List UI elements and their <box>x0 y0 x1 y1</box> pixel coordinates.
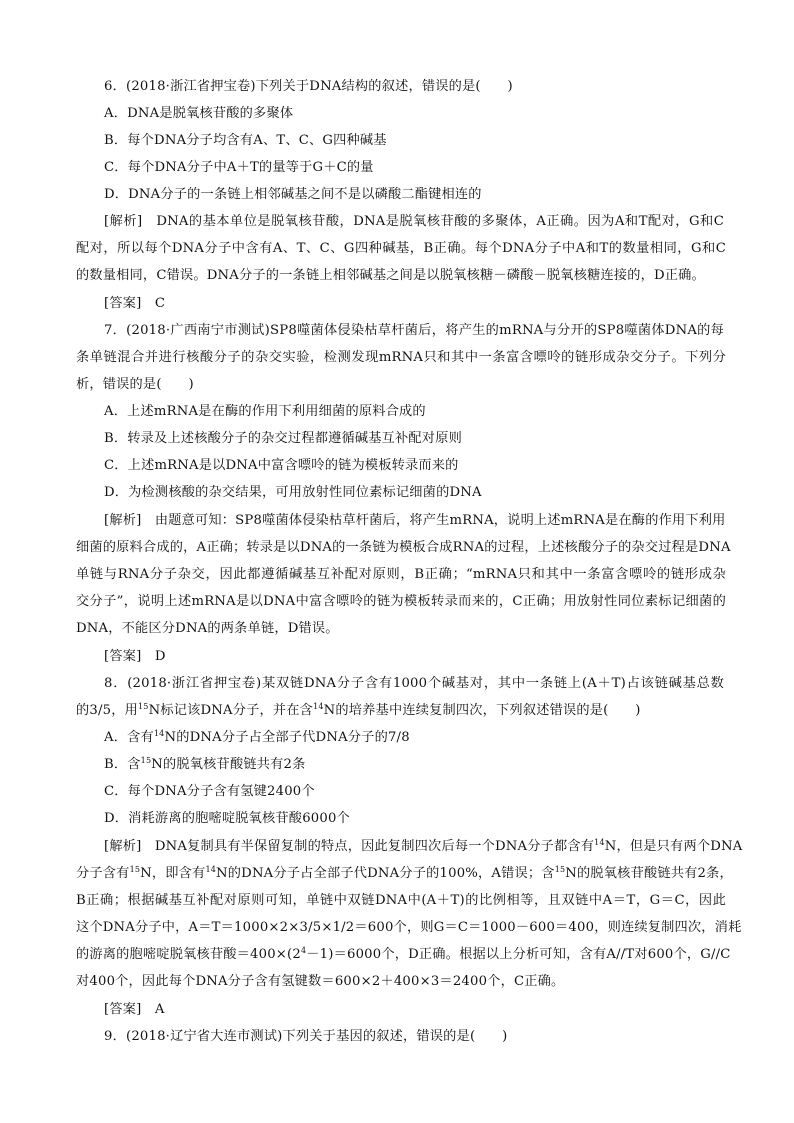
q7-analysis-line: [解析] 由题意可知：SP8噬菌体侵染枯草杆菌后，将产生mRNA，说明上述mRNA是在酶的作用下利用 <box>104 513 726 528</box>
q8-analysis-line: [解析] DNA复制具有半保留复制的特点，因此复制四次后每一个DNA分子都含有$^{14}$N，但是只有两个DNA <box>104 838 743 854</box>
q7-analysis-line: DNA，不能区分DNA的两条单链，D错误。 <box>76 621 339 636</box>
q6-option-b: B．每个DNA分子均含有A、T、C、G四种碱基 <box>104 133 387 148</box>
q7-answer: [答案] D <box>104 649 166 664</box>
q8-analysis-line: 这个DNA分子中，A＝T＝1000×2×3/5×1/2＝600个，则G＝C＝1000－600＝400，则连续复制四次，消耗 <box>76 920 742 935</box>
q8-stem-line: 8．(2018·浙江省押宝卷)某双链DNA分子含有1000个碱基对，其中一条链上(A＋T)占该链碱基总数 <box>104 676 724 691</box>
q7-option-a: A．上述mRNA是在酶的作用下利用细菌的原料合成的 <box>104 404 426 419</box>
q7-stem-line: 条单链混合并进行核酸分子的杂交实验，检测发现mRNA只和其中一条富含嘌呤的链形成杂交分子。下列分 <box>76 350 726 365</box>
isotope-superscript: 15 <box>138 702 149 711</box>
q8-analysis-line: 对400个，因此每个DNA分子含有氢键数＝600×2＋400×3＝2400个，C正确。 <box>76 974 565 989</box>
q8-stem-line: 的3/5，用$^{15}$N标记该DNA分子，并在含$^{14}$N的培养基中连续复制四次，下列叙述错误的是( ) <box>76 702 641 718</box>
q8-analysis-line: 的游离的胞嘧啶脱氧核苷酸$=400\times(2^4-1)=6000$个，D正确。根据以上分析可知，含有A//T对600个，G//C <box>76 946 731 962</box>
q8-answer: [答案] A <box>104 1002 165 1017</box>
q8-option-a: A．含有$^{14}$N的DNA分子占全部子代DNA分子的7/8 <box>104 729 410 745</box>
q8-analysis-line: B正确；根据碱基互补配对原则可知，单链中双链DNA中(A＋T)的比例相等，且双链中A＝T，G＝C，因此 <box>76 893 726 908</box>
q6-option-d: D．DNA分子的一条链上相邻碱基之间不是以磷酸二酯键相连的 <box>104 187 482 202</box>
q6-stem: 6．(2018·浙江省押宝卷)下列关于DNA结构的叙述，错误的是( ) <box>104 79 513 94</box>
isotope-superscript: 14 <box>313 702 324 711</box>
q7-option-d: D．为检测核酸的杂交结果，可用放射性同位素标记细菌的DNA <box>104 485 482 500</box>
q7-analysis-line: 交分子”，说明上述mRNA是以DNA中富含嘌呤的链为模板转录而来的，C正确；用放射性同位素标记细菌的 <box>76 594 726 609</box>
q6-analysis-line: 的数量相同，C错误。DNA分子的一条链上相邻碱基之间是以脱氧核糖－磷酸－脱氧核糖连接的，D正确。 <box>76 268 705 283</box>
q6-analysis-line: 配对，所以每个DNA分子中含有A、T、C、G四种碱基，B正确。每个DNA分子中A和T的数量相同，G和C <box>76 241 726 256</box>
q8-option-c: C．每个DNA分子含有氢键2400个 <box>104 784 315 799</box>
q8-option-b: B．含$^{15}$N的脱氧核苷酸链共有2条 <box>104 756 306 772</box>
q7-analysis-line: 单链与RNA分子杂交，因此都遵循碱基互补配对原则，B正确；“mRNA只和其中一条富含嘌呤的链形成杂 <box>76 567 726 582</box>
q7-option-c: C．上述mRNA是以DNA中富含嘌呤的链为模板转录而来的 <box>104 458 459 473</box>
q7-stem-line: 析，错误的是( ) <box>76 377 194 392</box>
q6-analysis-line: [解析] DNA的基本单位是脱氧核苷酸，DNA是脱氧核苷酸的多聚体，A正确。因为A和T配对，G和C <box>104 214 724 229</box>
q7-stem-line: 7．(2018·广西南宁市测试)SP8噬菌体侵染枯草杆菌后，将产生的mRNA与分开的SP8噬菌体DNA的每 <box>104 323 724 338</box>
q6-option-a: A．DNA是脱氧核苷酸的多聚体 <box>104 106 294 121</box>
q6-answer: [答案] C <box>104 296 166 311</box>
q9-stem: 9．(2018·辽宁省大连市测试)下列关于基因的叙述，错误的是( ) <box>104 1029 508 1044</box>
q6-option-c: C．每个DNA分子中A＋T的量等于G＋C的量 <box>104 160 374 175</box>
q8-option-d: D．消耗游离的胞嘧啶脱氧核苷酸6000个 <box>104 811 350 826</box>
q7-option-b: B．转录及上述核酸分子的杂交过程都遵循碱基互补配对原则 <box>104 431 462 446</box>
q8-analysis-line: 分子含有$^{15}$N，即含有$^{14}$N的DNA分子占全部子代DNA分子的100%，A错误；含$^{15}$N的脱氧核苷酸链共有2条， <box>76 865 733 881</box>
q7-analysis-line: 细菌的原料合成的，A正确；转录是以DNA的一条链为模板合成RNA的过程，上述核酸分子的杂交过程是DNA <box>76 540 731 555</box>
